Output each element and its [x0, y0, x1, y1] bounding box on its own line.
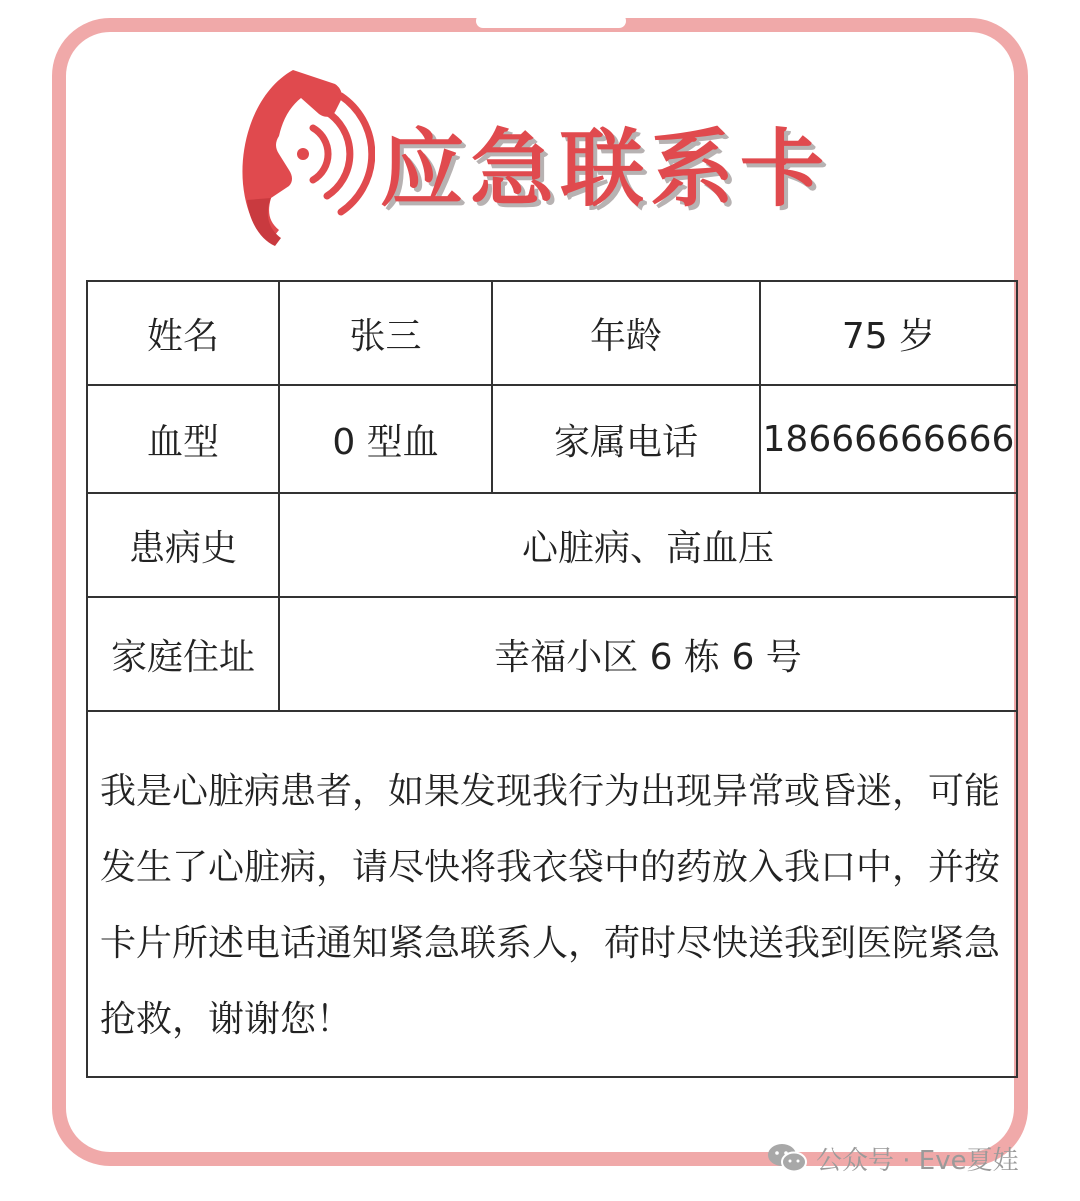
- table-row: [87, 385, 1017, 493]
- note-cell: [87, 711, 1017, 1077]
- card-header: [235, 62, 875, 252]
- blood-type-value: 0 型血: [279, 385, 492, 493]
- blood-type-label: 血型: [87, 385, 279, 493]
- table-row: [87, 597, 1017, 711]
- home-address-label: 家庭住址: [87, 597, 279, 711]
- name-value: 张三: [279, 281, 492, 385]
- card-top-notch: [476, 14, 626, 28]
- medical-history-label: 患病史: [87, 493, 279, 597]
- age-value: 75 岁: [760, 281, 1017, 385]
- emergency-note: 我是心脏病患者，如果发现我行为出现异常或昏迷，可能发生了心脏病，请尽快将我衣袋中的药放入我口中，并按卡片所述电话通知紧急联系人，荷时尽快送我到医院紧急抢救，谢谢您！: [100, 771, 1001, 1040]
- info-table: [86, 280, 1018, 1078]
- medical-history-value: 心脏病、高血压: [279, 493, 1017, 597]
- table-row: [87, 281, 1017, 385]
- home-address-value: 幸福小区 6 栋 6 号: [279, 597, 1017, 711]
- watermark: [766, 1138, 1019, 1178]
- card-title: 应急联系卡: [380, 119, 831, 218]
- family-phone-label: 家属电话: [492, 385, 760, 493]
- name-label: 姓名: [87, 281, 279, 385]
- wechat-icon: [766, 1141, 808, 1175]
- age-label: 年龄: [492, 281, 760, 385]
- phone-icon: [235, 62, 375, 252]
- table-row: [87, 493, 1017, 597]
- watermark-text: 公众号 · Eve夏娃: [816, 1145, 1019, 1176]
- table-row: [87, 711, 1017, 1077]
- family-phone-value: 18666666666: [760, 385, 1017, 493]
